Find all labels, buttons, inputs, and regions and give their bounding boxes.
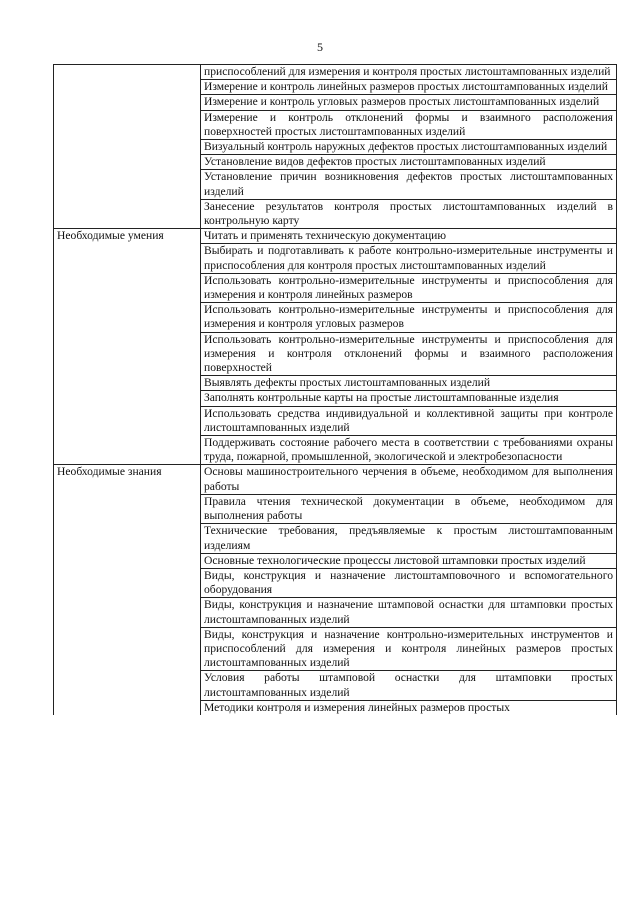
page-number: 5 (317, 40, 323, 54)
table-row (54, 229, 617, 244)
section-item: Измерение и контроль линейных размеров простых листоштампованных изделий (201, 80, 617, 95)
section-item: Основные технологические процессы листовой штамповки простых изделий (201, 553, 617, 568)
section-item: Измерение и контроль отклонений формы и взаимного расположения поверхностей простых листоштампованных изделий (201, 110, 617, 139)
section-item: Виды, конструкция и назначение листоштамповочного и вспомогательного оборудования (201, 568, 617, 597)
section-item: Правила чтения технической документации в объеме, необходимом для выполнения работы (201, 494, 617, 523)
section-item: Использовать контрольно-измерительные инструменты и приспособления для измерения и контроля отклонений формы и взаимного расположения поверхностей (201, 332, 617, 376)
section-item: Установление видов дефектов простых листоштампованных изделий (201, 155, 617, 170)
section-item: Установление причин возникновения дефектов простых листоштампованных изделий (201, 170, 617, 199)
section-item: Заполнять контрольные карты на простые листоштампованные изделия (201, 391, 617, 406)
section-item: Виды, конструкция и назначение контрольно-измерительных инструментов и приспособлений для измерения и контроля линейных размеров простых листоштампованных изделий (201, 627, 617, 671)
section-label: Необходимые знания (54, 465, 201, 715)
section-item: Выявлять дефекты простых листоштампованных изделий (201, 376, 617, 391)
section-item: Поддерживать состояние рабочего места в соответствии с требованиями охраны труда, пожарной, промышленной, экологической и электробезопасности (201, 436, 617, 465)
section-item: Визуальный контроль наружных дефектов простых листоштампованных изделий (201, 140, 617, 155)
section-item: Читать и применять техническую документацию (201, 229, 617, 244)
section-label: Необходимые умения (54, 229, 201, 465)
section-item: Выбирать и подготавливать к работе контрольно-измерительные инструменты и приспособления для контроля простых листоштампованных изделий (201, 244, 617, 273)
competency-table (53, 64, 617, 715)
section-item: Виды, конструкция и назначение штамповой оснастки для штамповки простых листоштампованных изделий (201, 598, 617, 627)
competency-table-body (54, 65, 617, 715)
section-item: Методики контроля и измерения линейных размеров простых (201, 700, 617, 715)
section-item: приспособлений для измерения и контроля простых листоштампованных изделий (201, 65, 617, 80)
table-row (54, 465, 617, 494)
section-item: Использовать контрольно-измерительные инструменты и приспособления для измерения и контроля линейных размеров (201, 273, 617, 302)
section-item: Использовать контрольно-измерительные инструменты и приспособления для измерения и контроля угловых размеров (201, 303, 617, 332)
section-item: Технические требования, предъявляемые к простым листоштампованным изделиям (201, 524, 617, 553)
section-item: Измерение и контроль угловых размеров простых листоштампованных изделий (201, 95, 617, 110)
section-label (54, 65, 201, 229)
section-item: Занесение результатов контроля простых листоштампованных изделий в контрольную карту (201, 199, 617, 228)
section-item: Основы машиностроительного черчения в объеме, необходимом для выполнения работы (201, 465, 617, 494)
table-row (54, 65, 617, 80)
section-item: Условия работы штамповой оснастки для штамповки простых листоштампованных изделий (201, 671, 617, 700)
section-item: Использовать средства индивидуальной и коллективной защиты при контроле листоштампованных изделий (201, 406, 617, 435)
